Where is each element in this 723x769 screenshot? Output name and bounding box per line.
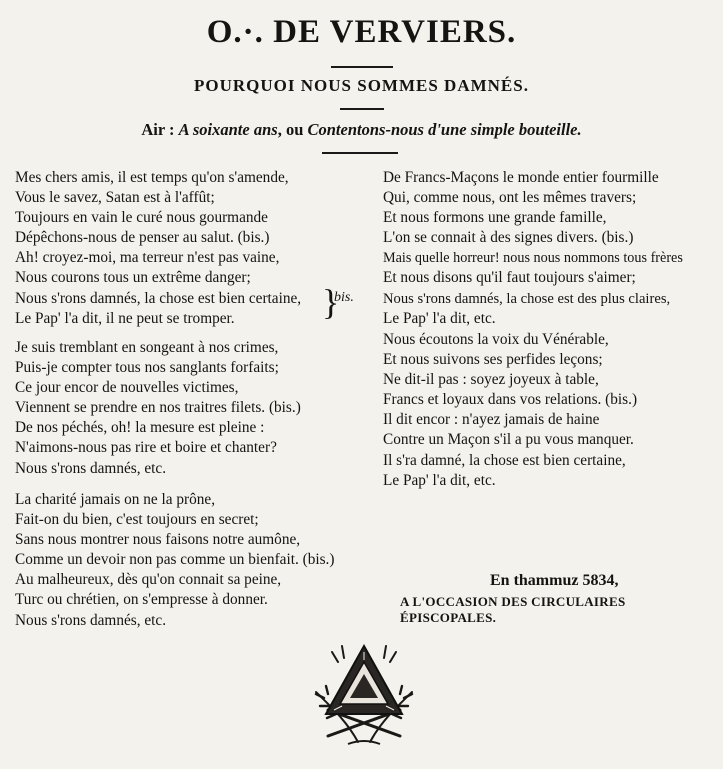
- verse-line: L'on se connait à des signes divers. (bis.): [383, 229, 634, 247]
- verse-line: Nous écoutons la voix du Vénérable,: [383, 331, 609, 348]
- stanza-5: [383, 330, 637, 491]
- stanza-3: [15, 490, 334, 631]
- verse-line: Il s'ra damné, la chose est bien certaine,: [383, 451, 626, 469]
- bis-marker: bis.: [334, 290, 354, 305]
- bis-brace: }: [322, 282, 340, 322]
- verse-line: Nous courons tous un extrême danger;: [15, 269, 251, 287]
- verse-line: Nous s'rons damnés, etc.: [15, 611, 167, 629]
- verse-line: Nous s'rons damnés, la chose est des plus claires,: [383, 290, 671, 307]
- verse-line: Vous le savez, Satan est à l'affût;: [15, 189, 215, 207]
- verse-line: Le Pap' l'a dit, etc.: [383, 471, 496, 489]
- verse-line: N'aimons-nous pas rire et boire et chanter?: [15, 439, 277, 457]
- verse-line: Nous s'rons damnés, la chose est bien certaine,: [15, 289, 302, 307]
- verse-line: Francs et loyaux dans vos relations. (bis.): [383, 391, 638, 409]
- date-line: En thammuz 5834,: [490, 572, 619, 589]
- air-prefix: Air :: [141, 120, 179, 139]
- verse-line: Turc ou chrétien, on s'empresse à donner.: [15, 591, 268, 609]
- verse-line: Contre un Maçon s'il a pu vous manquer.: [383, 431, 634, 449]
- verse-line: Ah! croyez-moi, ma terreur n'est pas vaine,: [15, 249, 280, 267]
- stanza-1: [15, 168, 301, 329]
- occasion-line: A L'OCCASION DES CIRCULAIRES ÉPISCOPALES.: [400, 594, 626, 625]
- air-rule: [322, 152, 398, 154]
- verse-line: Fait-on du bien, c'est toujours en secret;: [15, 511, 259, 529]
- verse-line: Nous s'rons damnés, etc.: [15, 459, 167, 477]
- stanza-4: [383, 168, 683, 329]
- air-line: [0, 120, 723, 140]
- verse-line: Et nous formons une grande famille,: [383, 209, 607, 227]
- verse-line: De Francs-Maçons le monde entier fourmille: [383, 169, 659, 186]
- masonic-emblem-icon: [308, 632, 420, 752]
- air-connector: , ou: [277, 120, 308, 139]
- verse-line: Et nous suivons ses perfides leçons;: [383, 351, 603, 369]
- subtitle-rule: [340, 108, 384, 110]
- verse-line: Ne dit-il pas : soyez joyeux à table,: [383, 371, 599, 389]
- verse-line: Le Pap' l'a dit, il ne peut se tromper.: [15, 309, 235, 327]
- verse-line: Viennent se prendre en nos traitres filets. (bis.): [15, 399, 301, 417]
- verse-line: Mais quelle horreur! nous nous nommons tous frères: [383, 250, 683, 267]
- verse-line: Toujours en vain le curé nous gourmande: [15, 209, 268, 227]
- verse-line: Ce jour encor de nouvelles victimes,: [15, 379, 239, 397]
- verse-line: Au malheureux, dès qu'on connait sa peine,: [15, 571, 282, 589]
- verse-line: Qui, comme nous, ont les mêmes travers;: [383, 189, 637, 207]
- verse-line: De nos péchés, oh! la mesure est pleine :: [15, 419, 265, 437]
- verse-line: Le Pap' l'a dit, etc.: [383, 309, 496, 327]
- page-title: O.·. DE VERVIERS.: [206, 14, 517, 50]
- song-title: POURQUOI NOUS SOMMES DAMNÉS.: [194, 76, 529, 95]
- air-tune-1: A soixante ans: [178, 120, 278, 139]
- verse-line: Sans nous montrer nous faisons notre aumône,: [15, 531, 301, 549]
- air-tune-2: Contentons-nous d'une simple bouteille.: [307, 120, 582, 139]
- verse-line: Et nous disons qu'il faut toujours s'aimer;: [383, 269, 636, 287]
- title-rule: [331, 66, 393, 68]
- stanza-2: [15, 338, 301, 479]
- verse-line: Je suis tremblant en songeant à nos crimes,: [15, 339, 279, 356]
- verse-line: La charité jamais on ne la prône,: [15, 491, 216, 508]
- verse-line: Puis-je compter tous nos sanglants forfaits;: [15, 359, 279, 377]
- verse-line: Mes chers amis, il est temps qu'on s'amende,: [15, 169, 289, 186]
- verse-line: Comme un devoir non pas comme un bienfait. (bis.): [15, 551, 335, 569]
- verse-line: Dépêchons-nous de penser au salut. (bis.): [15, 229, 270, 247]
- verse-line: Il dit encor : n'ayez jamais de haine: [383, 411, 600, 429]
